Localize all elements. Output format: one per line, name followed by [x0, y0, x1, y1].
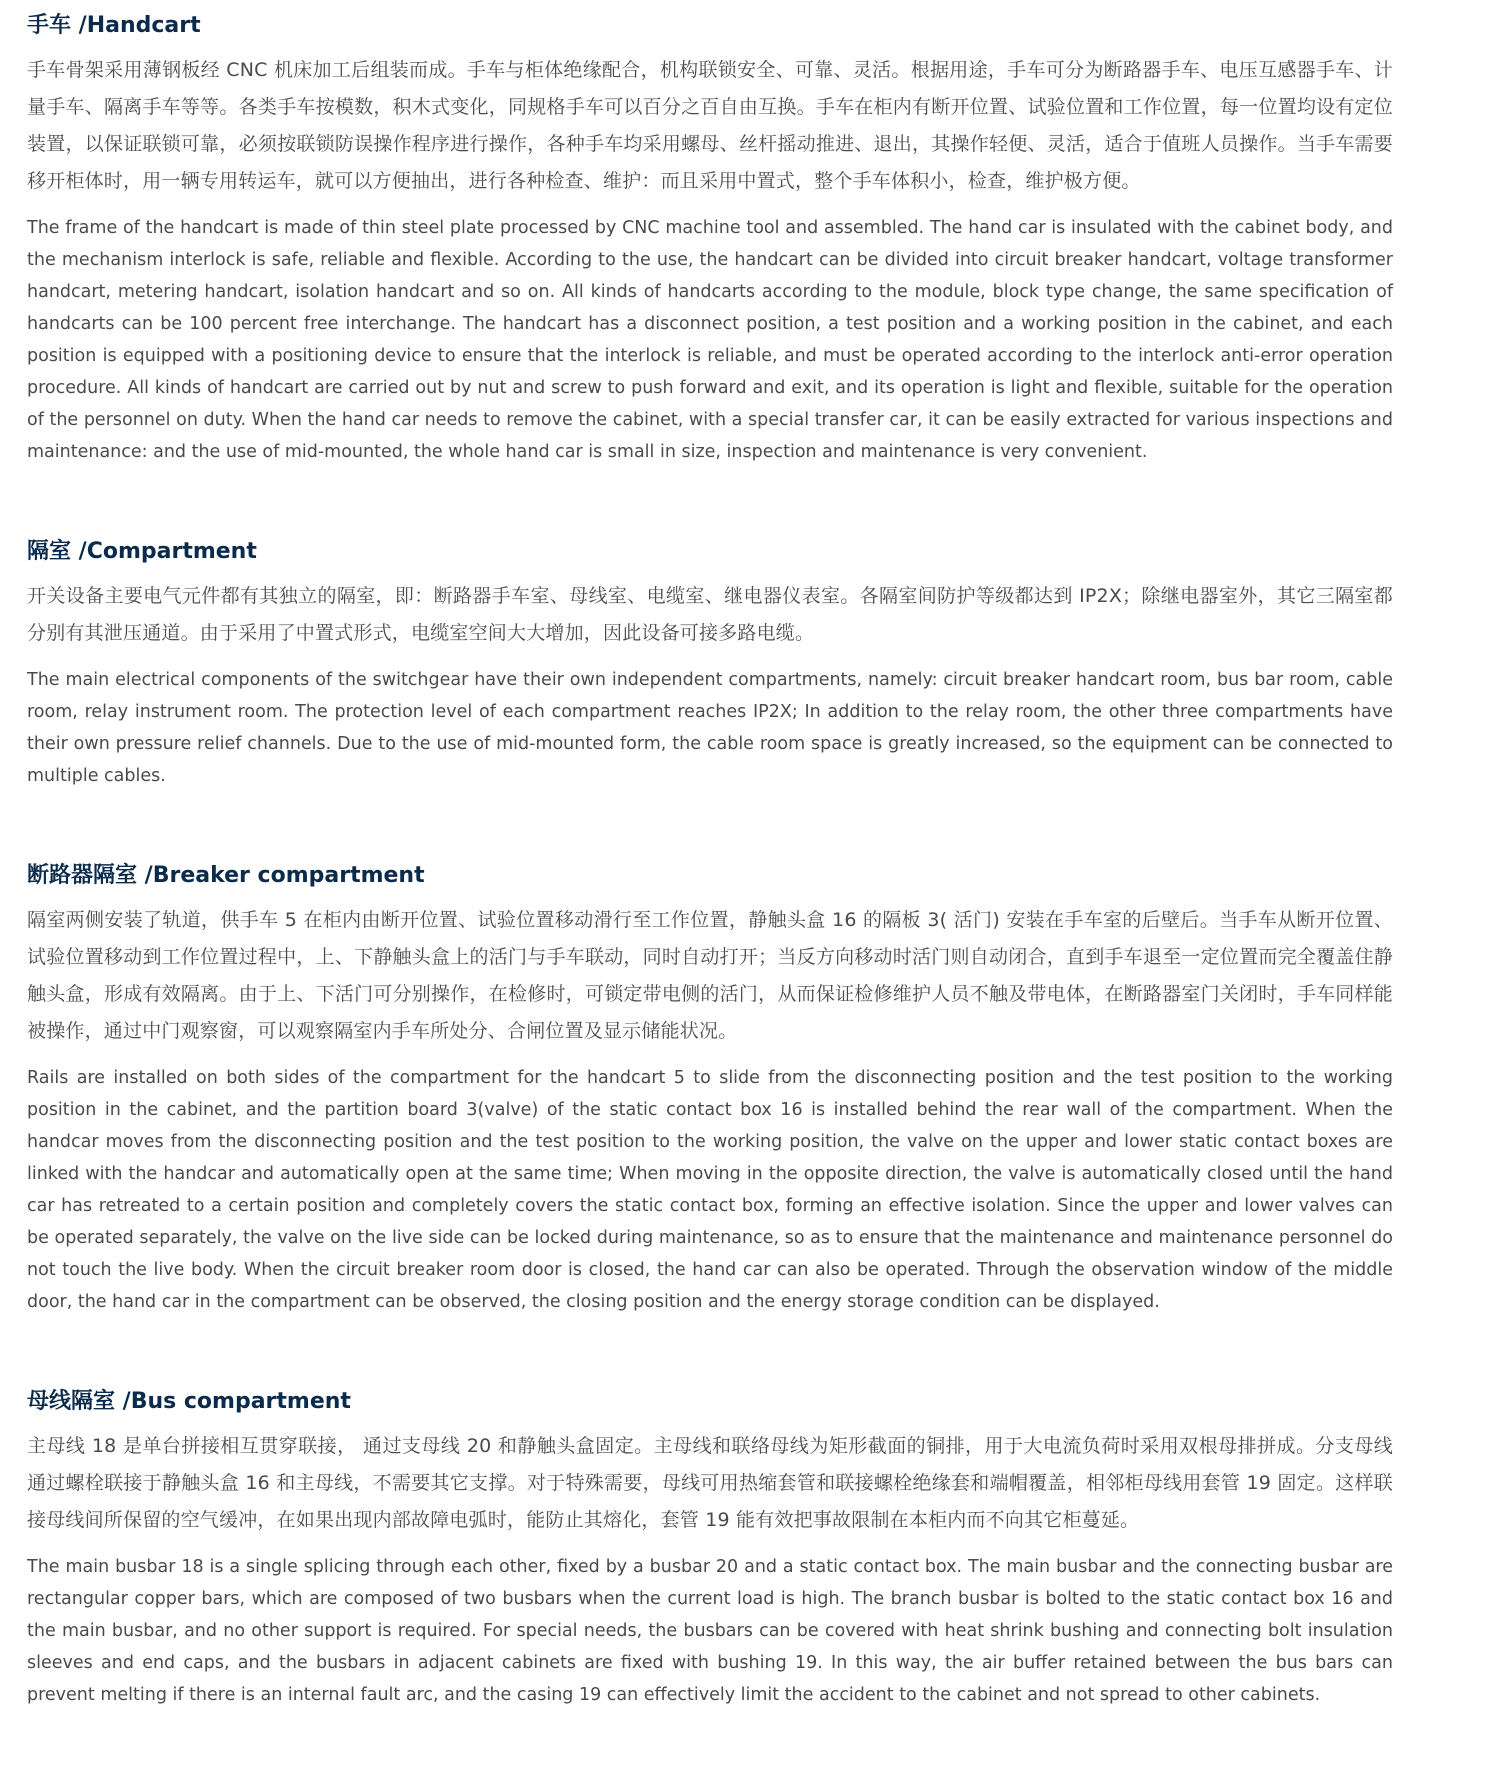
section-spacer — [27, 792, 1393, 850]
section-breaker-compartment — [27, 850, 1393, 1318]
section-handcart — [27, 0, 1393, 468]
paragraph-chinese: 主母线 18 是单台拼接相互贯穿联接， 通过支母线 20 和静触头盒固定。主母线和联络母线为矩形截面的铜排，用于大电流负荷时采用双根母排拼成。分支母线通过螺栓联接于静触头盒 16 和主母线，不需要其它支撑。对于特殊需要，母线可用热缩套管和联接螺栓绝缘套和端帽覆盖，相邻柜母线用套管 19 固定。这样联接母线间所保留的空气缓冲，在如果出现内部故障电弧时，能防止其熔化，套管 19 能有效把事故限制在本柜内而不向其它柜蔓延。 — [27, 1435, 1393, 1531]
paragraph-chinese: 隔室两侧安装了轨道，供手车 5 在柜内由断开位置、试验位置移动滑行至工作位置，静触头盒 16 的隔板 3( 活门) 安装在手车室的后壁后。当手车从断开位置、试验位置移动到工作位置过程中，上、下静触头盒上的活门与手车联动，同时自动打开；当反方向移动时活门则自动闭合，直到手车退至一定位置而完全覆盖住静触头盒，形成有效隔离。由于上、下活门可分别操作，在检修时，可锁定带电侧的活门，从而保证检修维护人员不触及带电体，在断路器室门关闭时，手车同样能被操作，通过中门观察窗，可以观察隔室内手车所处分、合闸位置及显示储能状况。 — [27, 909, 1393, 1042]
paragraph-english: The main busbar 18 is a single splicing through each other, fixed by a busbar 20 and a static contact box. The main busbar and the connecting busbar are rectangular copper bars, which are composed of two busbars when the current load is high. The branch busbar is bolted to the static contact box 16 and the main busbar, and no other support is required. For special needs, the busbars can be covered with heat shrink bushing and connecting bolt insulation sleeves and end caps, and the busbars in adjacent cabinets are fixed with bushing 19. In this way, the air buffer retained between the bus bars can prevent melting if there is an internal fault arc, and the casing 19 can effectively limit the accident to the cabinet and not spread to other cabinets. — [27, 1557, 1393, 1705]
document-page — [27, 0, 1393, 1711]
section-title: 断路器隔室 /Breaker compartment — [27, 863, 425, 888]
section-title: 隔室 /Compartment — [27, 539, 257, 564]
section-spacer — [27, 1318, 1393, 1376]
section-bus-compartment — [27, 1376, 1393, 1711]
section-spacer — [27, 468, 1393, 526]
paragraph-chinese: 开关设备主要电气元件都有其独立的隔室，即：断路器手车室、母线室、电缆室、继电器仪表室。各隔室间防护等级都达到 IP2X；除继电器室外，其它三隔室都分别有其泄压通道。由于采用了中置式形式，电缆室空间大大增加，因此设备可接多路电缆。 — [27, 585, 1393, 644]
paragraph-english: Rails are installed on both sides of the compartment for the handcart 5 to slide from the disconnecting position and the test position to the working position in the cabinet, and the partition board 3(valve) of the static contact box 16 is installed behind the rear wall of the compartment. When the handcar moves from the disconnecting position and the test position to the working position, the valve on the upper and lower static contact boxes are linked with the handcar and automatically open at the same time; When moving in the opposite direction, the valve is automatically closed until the hand car has retreated to a certain position and completely covers the static contact box, forming an effective isolation. Since the upper and lower valves can be operated separately, the valve on the live side can be locked during maintenance, so as to ensure that the maintenance and maintenance personnel do not touch the live body. When the circuit breaker room door is closed, the hand car can also be operated. Through the observation window of the middle door, the hand car in the compartment can be observed, the closing position and the energy storage condition can be displayed. — [27, 1068, 1393, 1312]
section-title: 母线隔室 /Bus compartment — [27, 1389, 351, 1414]
paragraph-chinese: 手车骨架采用薄钢板经 CNC 机床加工后组装而成。手车与柜体绝缘配合，机构联锁安全、可靠、灵活。根据用途，手车可分为断路器手车、电压互感器手车、计量手车、隔离手车等等。各类手车按模数，积木式变化，同规格手车可以百分之百自由互换。手车在柜内有断开位置、试验位置和工作位置，每一位置均设有定位装置，以保证联锁可靠，必须按联锁防误操作程序进行操作，各种手车均采用螺母、丝杆摇动推进、退出，其操作轻便、灵活，适合于值班人员操作。当手车需要移开柜体时，用一辆专用转运车，就可以方便抽出，进行各种检查、维护：而且采用中置式，整个手车体积小，检查，维护极方便。 — [27, 59, 1393, 192]
section-title: 手车 /Handcart — [27, 13, 201, 38]
paragraph-english: The frame of the handcart is made of thin steel plate processed by CNC machine tool and assembled. The hand car is insulated with the cabinet body, and the mechanism interlock is safe, reliable and flexible. According to the use, the handcart can be divided into circuit breaker handcart, voltage transformer handcart, metering handcart, isolation handcart and so on. All kinds of handcarts according to the module, block type change, the same specification of handcarts can be 100 percent free interchange. The handcart has a disconnect position, a test position and a working position in the cabinet, and each position is equipped with a positioning device to ensure that the interlock is reliable, and must be operated according to the interlock anti-error operation procedure. All kinds of handcart are carried out by nut and screw to push forward and exit, and its operation is light and flexible, suitable for the operation of the personnel on duty. When the hand car needs to remove the cabinet, with a special transfer car, it can be easily extracted for various inspections and maintenance: and the use of mid-mounted, the whole hand car is small in size, inspection and maintenance is very convenient. — [27, 218, 1393, 462]
paragraph-english: The main electrical components of the switchgear have their own independent compartments, namely: circuit breaker handcart room, bus bar room, cable room, relay instrument room. The protection level of each compartment reaches IP2X; In addition to the relay room, the other three compartments have their own pressure relief channels. Due to the use of mid-mounted form, the cable room space is greatly increased, so the equipment can be connected to multiple cables. — [27, 670, 1393, 786]
section-compartment — [27, 526, 1393, 792]
